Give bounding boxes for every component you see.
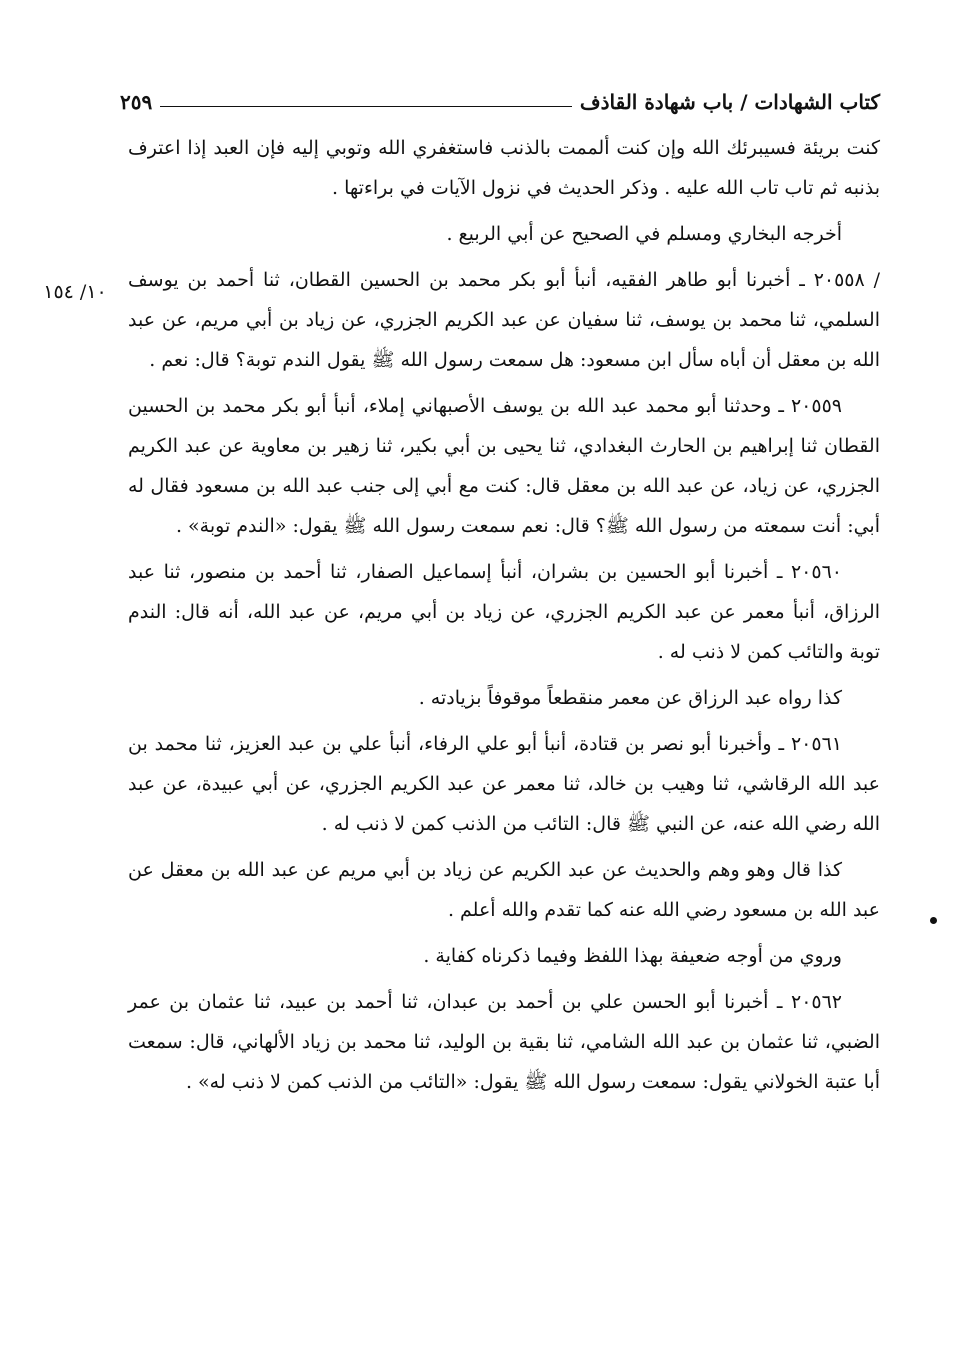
margin-dot-mark xyxy=(930,917,937,924)
paragraph-continuation: كنت بريئة فسيبرئك الله وإن كنت ألممت بالذنب فاستغفري الله وتوبي إليه فإن العبد إذا اعترف بذنبه ثم تاب تاب الله عليه . وذكر الحديث في نزول الآيات في براءتها . xyxy=(128,137,880,199)
paragraph-takhrij: أخرجه البخاري ومسلم في الصحيح عن أبي الربيع . xyxy=(446,223,842,245)
page-body xyxy=(128,128,880,1108)
paragraph-comment-2: كذا قال وهو وهم والحديث عن عبد الكريم عن زياد بن أبي مريم عن عبد الله بن معقل عن عبد الله بن مسعود رضي الله عنه كما تقدم والله أعلم . xyxy=(128,859,880,921)
paragraph-comment-1: كذا رواه عبد الرزاق عن معمر منقطعاً موقوفاً بزيادته . xyxy=(418,687,842,709)
page-number: ٢٥٩ xyxy=(120,90,153,114)
hadith-20561: ٢٠٥٦١ ـ وأخبرنا أبو نصر بن قتادة، أنبأ أبو علي الرفاء، أنبأ علي بن عبد العزيز، ثنا محمد بن عبد الله الرقاشي، ثنا وهيب بن خالد، ثنا معمر عن عبد الكريم الجزري، عن أبي عبيدة، عن عبد الله رضي الله عنه، عن النبي ﷺ قال: التائب من الذنب كمن لا ذنب له . xyxy=(128,733,880,835)
hadith-20560: ٢٠٥٦٠ ـ أخبرنا أبو الحسين بن بشران، أنبأ إسماعيل الصفار، ثنا أحمد بن منصور، ثنا عبد الرزاق، أنبأ معمر عن عبد الكريم الجزري، عن زياد بن أبي مريم، عن عبد الله، أنه قال: الندم توبة والتائب كمن لا ذنب له . xyxy=(128,561,880,663)
hadith-20562: ٢٠٥٦٢ ـ أخبرنا أبو الحسن علي بن أحمد بن عبدان، ثنا أحمد بن عبيد، ثنا عثمان بن عمر الضبي، ثنا عثمان بن عبد الله الشامي، ثنا بقية بن الوليد، ثنا محمد بن زياد الألهاني، قال: سمعت أبا عتبة الخولاني يقول: سمعت رسول الله ﷺ يقول: «التائب من الذنب كمن لا ذنب له» . xyxy=(128,991,880,1093)
hadith-20559: ٢٠٥٥٩ ـ وحدثنا أبو محمد عبد الله بن يوسف الأصبهاني إملاء، أنبأ أبو بكر محمد بن الحسين القطان ثنا إبراهيم بن الحارث البغدادي، ثنا يحيى بن أبي بكير، ثنا زهير بن معاوية عن عبد الكريم الجزري، عن زياد، عن عبد الله بن معقل قال: كنت مع أبي إلى جنب عبد الله بن مسعود فقال له أبي: أنت سمعته من رسول الله ﷺ؟ قال: نعم سمعت رسول الله ﷺ يقول: «الندم توبة» . xyxy=(128,395,880,537)
running-header xyxy=(120,74,880,114)
hadith-20558: / ٢٠٥٥٨ ـ أخبرنا أبو طاهر الفقيه، أنبأ أبو بكر محمد بن الحسين القطان، ثنا أحمد بن يوسف السلمي، ثنا محمد بن يوسف، ثنا سفيان عن عبد الكريم الجزري، عن زياد بن أبي مريم، عن عبد الله بن معقل أن أباه سأل ابن مسعود: هل سمعت رسول الله ﷺ يقول الندم توبة؟ قال: نعم . xyxy=(128,269,880,371)
paragraph-comment-3: وروي من أوجه ضعيفة بهذا اللفظ وفيما ذكرناه كفاية . xyxy=(423,945,842,967)
marginal-reference: ١٠/ ١٥٤ xyxy=(43,281,107,303)
header-rule xyxy=(160,106,572,107)
chapter-title: كتاب الشهادات / باب شهادة القاذف xyxy=(579,90,880,114)
